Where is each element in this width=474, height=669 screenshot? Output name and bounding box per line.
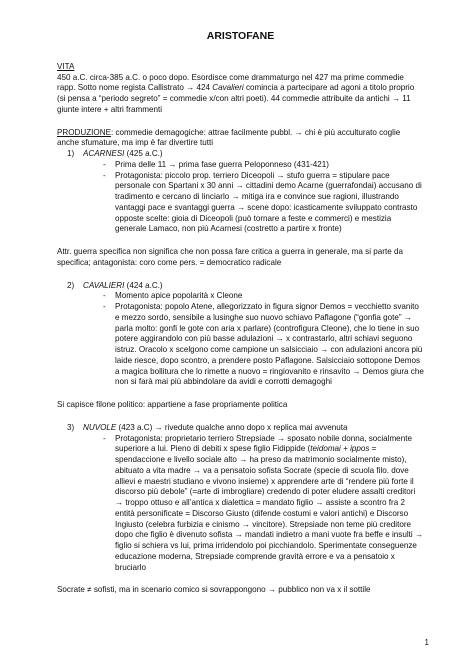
- bullet-text: Protagonista: popolo Atene, allegorizzato in figura signor Demos = vecchietto svanito e mezzo sordo, sensibile a lusinghe suo nuovo schiavo Paflagone (“gonfia gote” → parla molto: gonfi le gote con aria x parlare) (controfigura Cleone), che lo tiene in suo potere aggirandolo con più basse adulazioni → x contrastarlo, altri schiavi seguono istruz. Oracolo x scelgono come campione un salsicciaio → con adulazioni ancora più laide riesce, dopo scontro, a prendere posto Paflagone. Salsicciaio sottopone Demos a magica bollitura che lo rimette a nuovo = ringiovanito e rinsavito → Demos giura che non si farà mai più abbindolare da avidi e corrotti demagoghi: [115, 302, 424, 387]
- page-title: ARISTOFANE: [206, 30, 275, 42]
- cavalieri-heading: [67, 281, 424, 292]
- list-item: - Protagonista: popolo Atene, allegorizzato in figura signor Demos = vecchietto svanito e mezzo sordo, sensibile a lusinghe suo nuovo schiavo Paflagone (“gonfia gote” → parla molto: gonfi le gote con aria x parlare) (controfigura Cleone), che lo tiene in suo potere aggirandolo con più basse adulazioni → x contrastarlo, altri schiavi seguono istruz. Oracolo x scelgono come campione un salsicciaio → con adulazioni ancora più laide riesce, dopo scontro, a prendere posto Paflagone. Salsicciaio sottopone Demos a magica bollitura che lo rimette a nuovo = ringiovanito e rinsavito → Demos giura che non si farà mai più abbindolare da avidi e corrotti demagoghi: [103, 302, 424, 387]
- bullet-text: Prima delle 11 → prima fase guerra Peloponneso (431-421): [115, 159, 330, 169]
- nuvole-title-line: [83, 423, 348, 434]
- cavalieri-title: CAVALIERI: [83, 280, 125, 290]
- nuvole-date: (423 a.C) → rivedute qualche anno dopo x replica mai avvenuta: [116, 422, 348, 432]
- produzione-label: PRODUZIONE: [57, 127, 111, 137]
- vita-text: 450 a.C. circa-385 a.C. o poco dopo. Esordisce come drammaturgo nel 427 ma prime commedie rapp. Sotto nome regista Callistrato → 424: [57, 72, 404, 93]
- filone-paragraph: Si capisce filone politico: appartiene a fase propriamente politica: [57, 400, 288, 410]
- produzione-text: : commedie demagogiche: attrae facilmente pubbl. → chi è più acculturato coglie anche sfumature, ma imp è far divertire tutti: [57, 127, 401, 148]
- nuvole-text-a: Protagonista: proprietario terriero Strepsiade → sposato nobile donna, socialmente superiore a lui. Pieno di debiti x spese figlio Fidippide (: [115, 433, 412, 454]
- list-number: 1): [67, 149, 75, 159]
- acarnesi-date: (425 a.C.): [124, 149, 163, 159]
- bullet-text: Protagonista: piccolo prop. terriero Diceopoli → stufo guerra = stipulare pace personale con Spartani x 30 anni → cittadini demo Acarne (guerrafondai) accusano di tradimento e cercano di linciarlo → mitiga ira e convince sue ragioni, illustrando vantaggi pace e svantaggi guerra → scene dopo: icasticamente sviluppato contrasto opposte scelte: gioia di Diceopoli (può tornare a feste e commerci) e mestizia generale Lamaco, non più Acarnesi (costretto a partire x fronte): [115, 170, 422, 234]
- acarnesi-heading: [67, 149, 424, 160]
- cavalieri-date: (424 a.C.): [124, 280, 163, 290]
- attr-paragraph: Attr. guerra specifica non significa che non possa fare critica a guerra in generale, ma si parte da specifica; antagonista: coro come pers. = democratico radicale: [57, 247, 403, 267]
- cavalieri-title-line: [83, 281, 163, 292]
- page-number: 1: [424, 638, 429, 648]
- nuvole-text-b: = spendaccione e livello sociale alto → ha preso da matrimonio socialmente misto), abituato a vita madre → va a pensatoio sofista Socrate (specie di scuola filo. dove allievi e maestri studiano e vivono insieme) x apprendere arte di “rendere più forte il discorso più debole” (=arte di imbrogliare) credendo di poter eludere assalti creditori → troppo ottuso e all’antica x dialettica = mandato figlio → assiste a scontro fra 2 entità personificate = Discorso Giusto (difende costumi e valori antichi) e Discorso Ingiusto (celebra furbizia e cinismo → vincitore). Strepsiade non teme più creditore dopo che figlio è divenuto sofista → mandati indietro a mani vuote fra beffe e insulti → figlio si schiera vs lui, prima irridendolo poi picchiandolo. Sperimentate conseguenze educazione moderna, Strepsiade comprende gravità errore e va a pensatoio x bruciarlo: [115, 444, 424, 572]
- list-item: - Prima delle 11 → prima fase guerra Peloponneso (431-421): [103, 160, 424, 171]
- produzione-paragraph: [57, 128, 424, 150]
- vita-heading-label: VITA: [57, 61, 75, 71]
- list-item: - Protagonista: proprietario terriero Strepsiade → sposato nobile donna, socialmente superiore a lui. Pieno di debiti x spese figlio Fidippide (teidomai + ippos = spendaccione e livello sociale alto → ha preso da matrimonio socialmente misto), abituato a vita madre → va a pensatoio sofista Socrate (specie di scuola filo. dove allievi e maestri studiano e vivono insieme) x apprendere arte di “rendere più forte il discorso più debole” (=arte di imbrogliare) credendo di poter eludere assalti creditori → troppo ottuso e all’antica x dialettica = mandato figlio → assiste a scontro fra 2 entità personificate = Discorso Giusto (difende costumi e valori antichi) e Discorso Ingiusto (celebra furbizia e cinismo → vincitore). Strepsiade non teme più creditore dopo che figlio è divenuto sofista → mandati indietro a mani vuote fra beffe e insulti → figlio si schiera vs lui, prima irridendolo poi picchiandolo. Sperimentate conseguenze educazione moderna, Strepsiade comprende gravità errore e va a pensatoio x bruciarlo: [103, 433, 424, 572]
- nuvole-heading: [67, 423, 424, 434]
- list-item: - Protagonista: piccolo prop. terriero Diceopoli → stufo guerra = stipulare pace personale con Spartani x 30 anni → cittadini demo Acarne (guerrafondai) accusano di tradimento e cercano di linciarlo → mitiga ira e convince sue ragioni, illustrando vantaggi pace e svantaggi guerra → scene dopo: icasticamente sviluppato contrasto opposte scelte: gioia di Diceopoli (può tornare a feste e commerci) e mestizia generale Lamaco, non più Acarnesi (costretto a partire x fronte): [103, 171, 424, 236]
- vita-paragraph: [57, 73, 424, 116]
- nuvole-title: NUVOLE: [83, 422, 117, 432]
- vita-italic: Cavalieri: [212, 83, 244, 93]
- bullet-text: Momento apice popolarità x Cleone: [115, 291, 243, 301]
- nuvole-italic: teidomai + ippos: [310, 444, 370, 454]
- list-item: - Momento apice popolarità x Cleone: [103, 291, 424, 302]
- list-number: 3): [67, 422, 75, 432]
- list-number: 2): [67, 280, 75, 290]
- socrate-paragraph: Socrate ≠ sofisti, ma in scenario comico si sovrappongono → pubblico non va x il sottile: [57, 585, 371, 595]
- bullet-text: [115, 434, 424, 574]
- acarnesi-title: ACARNESI: [83, 149, 125, 159]
- vita-heading: [57, 62, 424, 73]
- acarnesi-title-line: [83, 149, 163, 160]
- vita-text-2: comincia a partecipare ad agoni a titolo proprio (si pensa a “periodo segreto” = commedie x/con altri poeti). 44 commedie attribuite da antichi → 11 giunte intere + altri frammenti: [57, 83, 415, 114]
